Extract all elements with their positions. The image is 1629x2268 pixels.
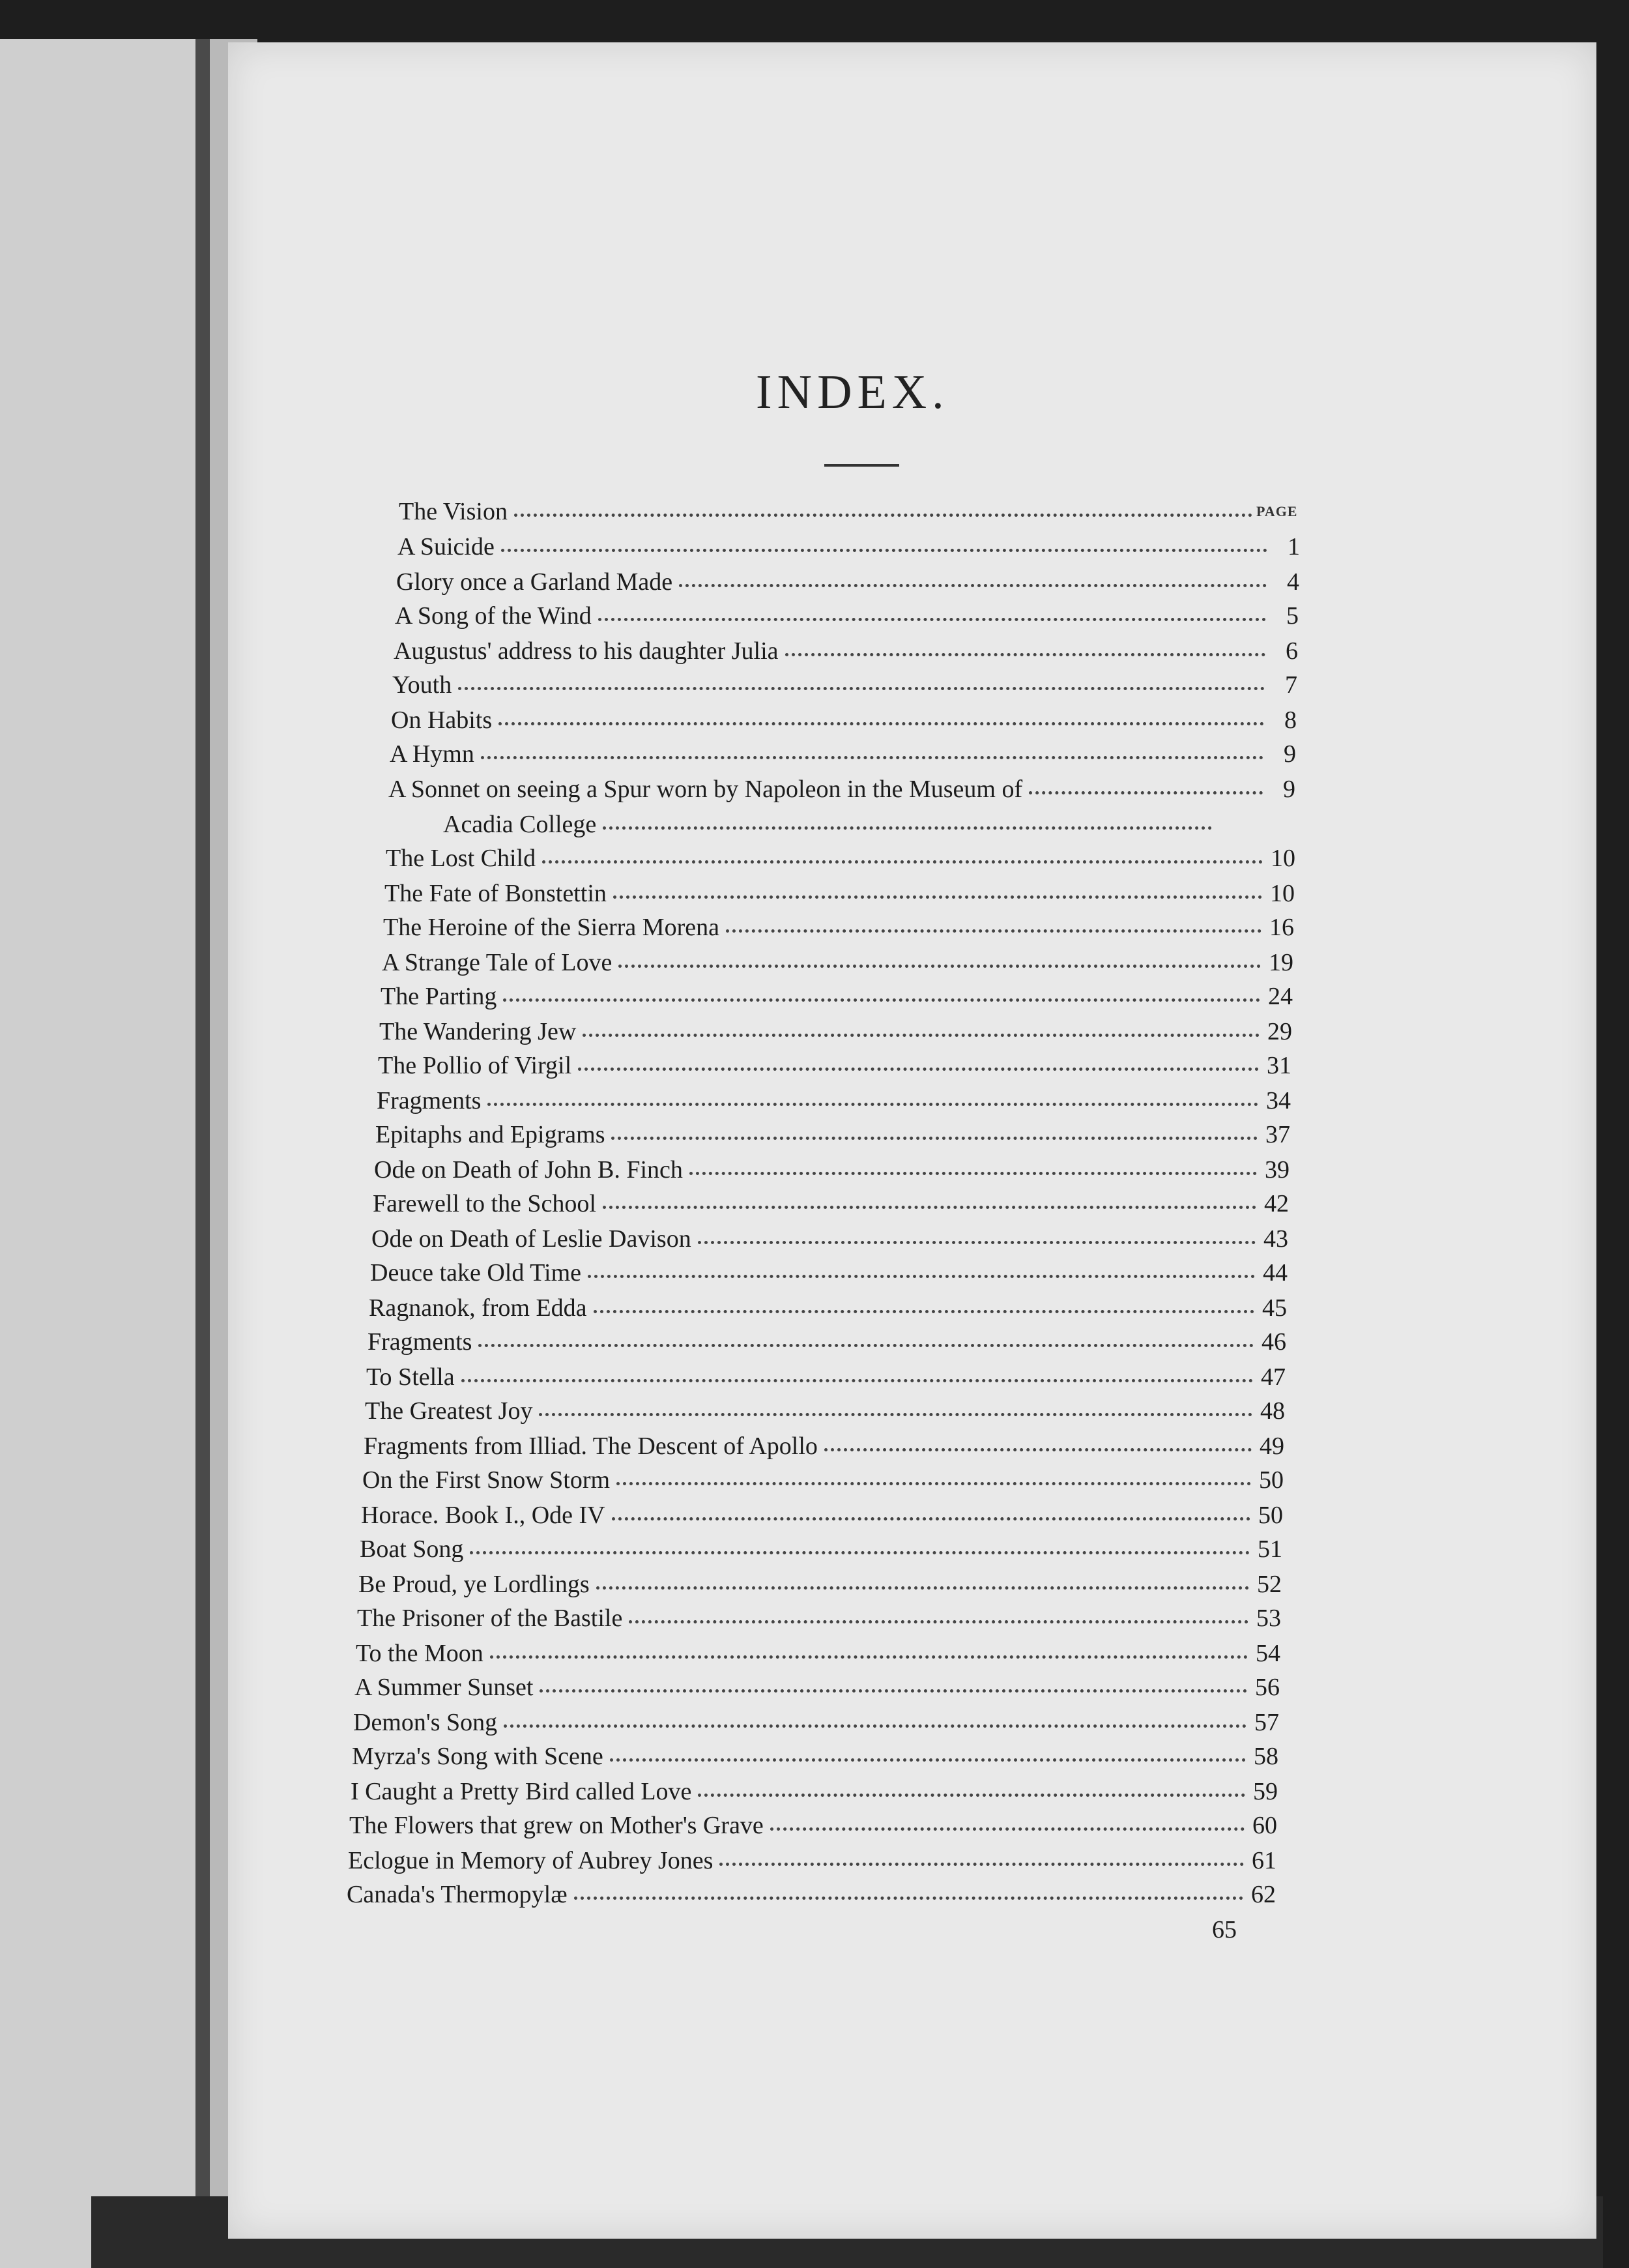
leader-dots <box>629 1620 1248 1623</box>
index-entry <box>379 1015 1292 1048</box>
entry-page: 42 <box>1264 1190 1289 1217</box>
leader-dots <box>574 1896 1243 1900</box>
leader-dots <box>504 1724 1247 1728</box>
index-entry <box>397 531 1300 563</box>
entry-page: 50 <box>1259 1466 1284 1494</box>
index-entry <box>349 1809 1277 1842</box>
index-entry <box>348 1844 1276 1877</box>
entry-page: 10 <box>1271 845 1295 872</box>
index-entry <box>361 1499 1283 1532</box>
entry-page: 9 <box>1283 776 1295 803</box>
entry-page: 51 <box>1258 1535 1282 1563</box>
entry-page: 60 <box>1252 1812 1277 1839</box>
entry-page: 19 <box>1269 949 1293 976</box>
entry-title: Demon's Song <box>353 1709 498 1736</box>
leader-dots <box>498 721 1264 725</box>
entry-page: 46 <box>1261 1328 1286 1356</box>
leader-dots <box>698 1793 1245 1797</box>
entry-title: The Wandering Jew <box>379 1018 577 1045</box>
leader-dots <box>514 513 1252 517</box>
index-entry <box>351 1775 1278 1808</box>
index-entry <box>396 566 1299 598</box>
leader-dots <box>785 652 1265 656</box>
index-entry <box>384 877 1295 910</box>
entry-title: Youth <box>392 671 452 699</box>
entry-page: 59 <box>1253 1778 1278 1805</box>
index-entry <box>371 1223 1288 1255</box>
index-entry <box>353 1706 1279 1739</box>
index-entry <box>370 1257 1288 1289</box>
index-entry <box>388 773 1295 806</box>
entry-page: 5 <box>1286 602 1299 630</box>
index-entry <box>360 1533 1282 1565</box>
entry-page: 39 <box>1265 1156 1290 1184</box>
index-entry <box>1211 1913 1276 1946</box>
leader-dots <box>596 1586 1249 1590</box>
entry-page: 57 <box>1254 1709 1279 1736</box>
index-entry <box>391 704 1297 736</box>
title-rule <box>824 464 899 467</box>
entry-title: A Song of the Wind <box>395 602 592 630</box>
index-entry <box>354 1671 1280 1704</box>
index-entry <box>395 600 1299 632</box>
entry-title: Fragments <box>377 1087 482 1114</box>
leader-dots <box>603 1205 1256 1209</box>
leader-dots <box>588 1274 1255 1278</box>
leader-dots <box>610 1758 1246 1762</box>
leader-dots <box>578 1067 1259 1071</box>
leader-dots <box>458 686 1265 690</box>
index-entry <box>358 1568 1282 1601</box>
entry-title: The Prisoner of the Bastile <box>357 1605 623 1632</box>
entry-page: 43 <box>1263 1225 1288 1253</box>
entry-title: The Lost Child <box>386 845 536 872</box>
leader-dots <box>540 1689 1247 1693</box>
entry-page: 29 <box>1267 1018 1292 1045</box>
index-entry <box>357 1602 1281 1635</box>
leader-dots <box>503 998 1260 1002</box>
entry-page: 52 <box>1257 1571 1282 1598</box>
entry-page: 48 <box>1260 1397 1285 1425</box>
leader-dots <box>770 1827 1245 1831</box>
entry-title: A Strange Tale of Love <box>382 949 613 976</box>
entry-title: The Vision <box>399 498 508 525</box>
leader-dots <box>1029 791 1263 794</box>
index-entry <box>374 1154 1290 1186</box>
entry-title: Ragnanok, from Edda <box>369 1294 587 1322</box>
page-column-header: PAGE <box>1256 503 1298 519</box>
entry-title: Glory once a Garland Made <box>396 568 673 596</box>
entry-page: 54 <box>1256 1640 1280 1667</box>
entry-title: A Suicide <box>397 533 495 560</box>
index-entry <box>366 1361 1286 1393</box>
entry-title: On the First Snow Storm <box>362 1466 611 1494</box>
index-entry <box>362 1464 1284 1496</box>
leader-dots <box>698 1240 1256 1244</box>
entry-title: Augustus' address to his daughter Julia <box>394 637 779 665</box>
entry-title: Canada's Thermopylæ <box>347 1881 568 1908</box>
page-title: INDEX. <box>756 366 949 419</box>
entry-title: The Parting <box>381 983 497 1010</box>
leader-dots <box>603 826 1212 830</box>
leader-dots <box>583 1033 1260 1037</box>
entry-title: Ode on Death of John B. Finch <box>374 1156 683 1184</box>
index-entry <box>443 808 1245 841</box>
entry-page: 37 <box>1265 1121 1290 1148</box>
entry-page: 4 <box>1287 568 1299 596</box>
entry-title: A Summer Sunset <box>354 1674 534 1701</box>
index-entry <box>392 669 1297 701</box>
index-entry <box>378 1049 1291 1082</box>
entry-page: 56 <box>1255 1674 1280 1701</box>
entry-title: Fragments <box>368 1328 472 1356</box>
leader-dots <box>598 617 1266 621</box>
leader-dots <box>612 1517 1250 1520</box>
entry-title: I Caught a Pretty Bird called Love <box>351 1778 692 1805</box>
leader-dots <box>689 1171 1257 1175</box>
entry-page: 8 <box>1284 706 1297 734</box>
entry-page: 58 <box>1254 1743 1278 1770</box>
entry-title: On Habits <box>391 706 493 734</box>
index-entry <box>383 911 1294 944</box>
entry-page: 24 <box>1268 983 1293 1010</box>
index-entry <box>373 1187 1289 1220</box>
entry-page: 62 <box>1251 1881 1276 1908</box>
index-entry <box>399 495 1285 528</box>
leader-dots <box>487 1102 1258 1106</box>
entry-title: Be Proud, ye Lordlings <box>358 1571 590 1598</box>
entry-page: 31 <box>1267 1052 1291 1079</box>
leader-dots <box>490 1655 1248 1659</box>
leader-dots <box>594 1309 1254 1313</box>
entry-page: 65 <box>1212 1916 1237 1943</box>
entry-title: Boat Song <box>360 1535 464 1563</box>
leader-dots <box>461 1378 1253 1382</box>
entry-page: 44 <box>1263 1259 1288 1287</box>
entry-title: Epitaphs and Epigrams <box>375 1121 605 1148</box>
index-entry <box>347 1878 1276 1911</box>
entry-title: Farewell to the School <box>373 1190 596 1217</box>
entry-page: 6 <box>1286 637 1298 665</box>
facing-page <box>0 39 222 2268</box>
leader-dots <box>478 1343 1254 1347</box>
entry-title: The Flowers that grew on Mother's Grave <box>349 1812 764 1839</box>
book-spine <box>195 39 210 2222</box>
leader-dots <box>719 1862 1244 1866</box>
leader-dots <box>611 1136 1258 1140</box>
leader-dots <box>726 929 1261 933</box>
index-entry <box>369 1292 1287 1324</box>
entry-page: 49 <box>1260 1432 1284 1460</box>
entry-title: The Greatest Joy <box>365 1397 533 1425</box>
index-entry <box>352 1740 1278 1773</box>
entry-title: The Fate of Bonstettin <box>384 880 607 907</box>
leader-dots <box>613 895 1262 899</box>
entry-title: Ode on Death of Leslie Davison <box>371 1225 691 1253</box>
leader-dots <box>824 1447 1252 1451</box>
leader-dots <box>679 583 1267 587</box>
entry-title: The Pollio of Virgil <box>378 1052 572 1079</box>
entry-page: 47 <box>1261 1363 1286 1391</box>
entry-page: 10 <box>1270 880 1295 907</box>
entry-page: 9 <box>1284 740 1296 768</box>
entry-title: Horace. Book I., Ode IV <box>361 1502 605 1529</box>
entry-title: The Heroine of the Sierra Morena <box>383 914 719 941</box>
entry-title: To the Moon <box>356 1640 483 1667</box>
index-entry <box>382 946 1293 979</box>
entry-page: 16 <box>1269 914 1294 941</box>
index-entry <box>394 635 1298 667</box>
index-entry <box>386 842 1295 875</box>
index-entry <box>356 1637 1280 1670</box>
index-entry <box>375 1118 1290 1151</box>
index-entry <box>381 980 1293 1013</box>
leader-dots <box>539 1412 1252 1416</box>
entry-page: 1 <box>1288 533 1300 560</box>
entry-title: Myrza's Song with Scene <box>352 1743 603 1770</box>
entry-title: Deuce take Old Time <box>370 1259 582 1287</box>
index-entry <box>365 1395 1285 1427</box>
entry-page: 53 <box>1256 1605 1281 1632</box>
entry-page: 45 <box>1262 1294 1287 1322</box>
entry-title: A Hymn <box>390 740 474 768</box>
leader-dots <box>501 548 1267 552</box>
leader-dots <box>616 1481 1251 1485</box>
entry-page: 50 <box>1258 1502 1283 1529</box>
leader-dots <box>618 964 1261 968</box>
index-entry <box>377 1084 1291 1117</box>
index-entry <box>368 1326 1286 1358</box>
entry-title: Fragments from Illiad. The Descent of Apollo <box>364 1432 818 1460</box>
entry-title: Acadia College <box>443 811 597 838</box>
index-entry <box>390 738 1296 770</box>
entry-page: 61 <box>1252 1847 1276 1874</box>
index-entry <box>364 1430 1284 1462</box>
leader-dots <box>542 860 1263 864</box>
entry-title: To Stella <box>366 1363 455 1391</box>
entry-title: Eclogue in Memory of Aubrey Jones <box>348 1847 714 1874</box>
leader-dots <box>481 755 1263 759</box>
entry-page: 7 <box>1285 671 1297 699</box>
entry-title: A Sonnet on seeing a Spur worn by Napoleon in the Museum of <box>388 776 1023 803</box>
entry-page: 34 <box>1266 1087 1291 1114</box>
leader-dots <box>470 1550 1250 1554</box>
